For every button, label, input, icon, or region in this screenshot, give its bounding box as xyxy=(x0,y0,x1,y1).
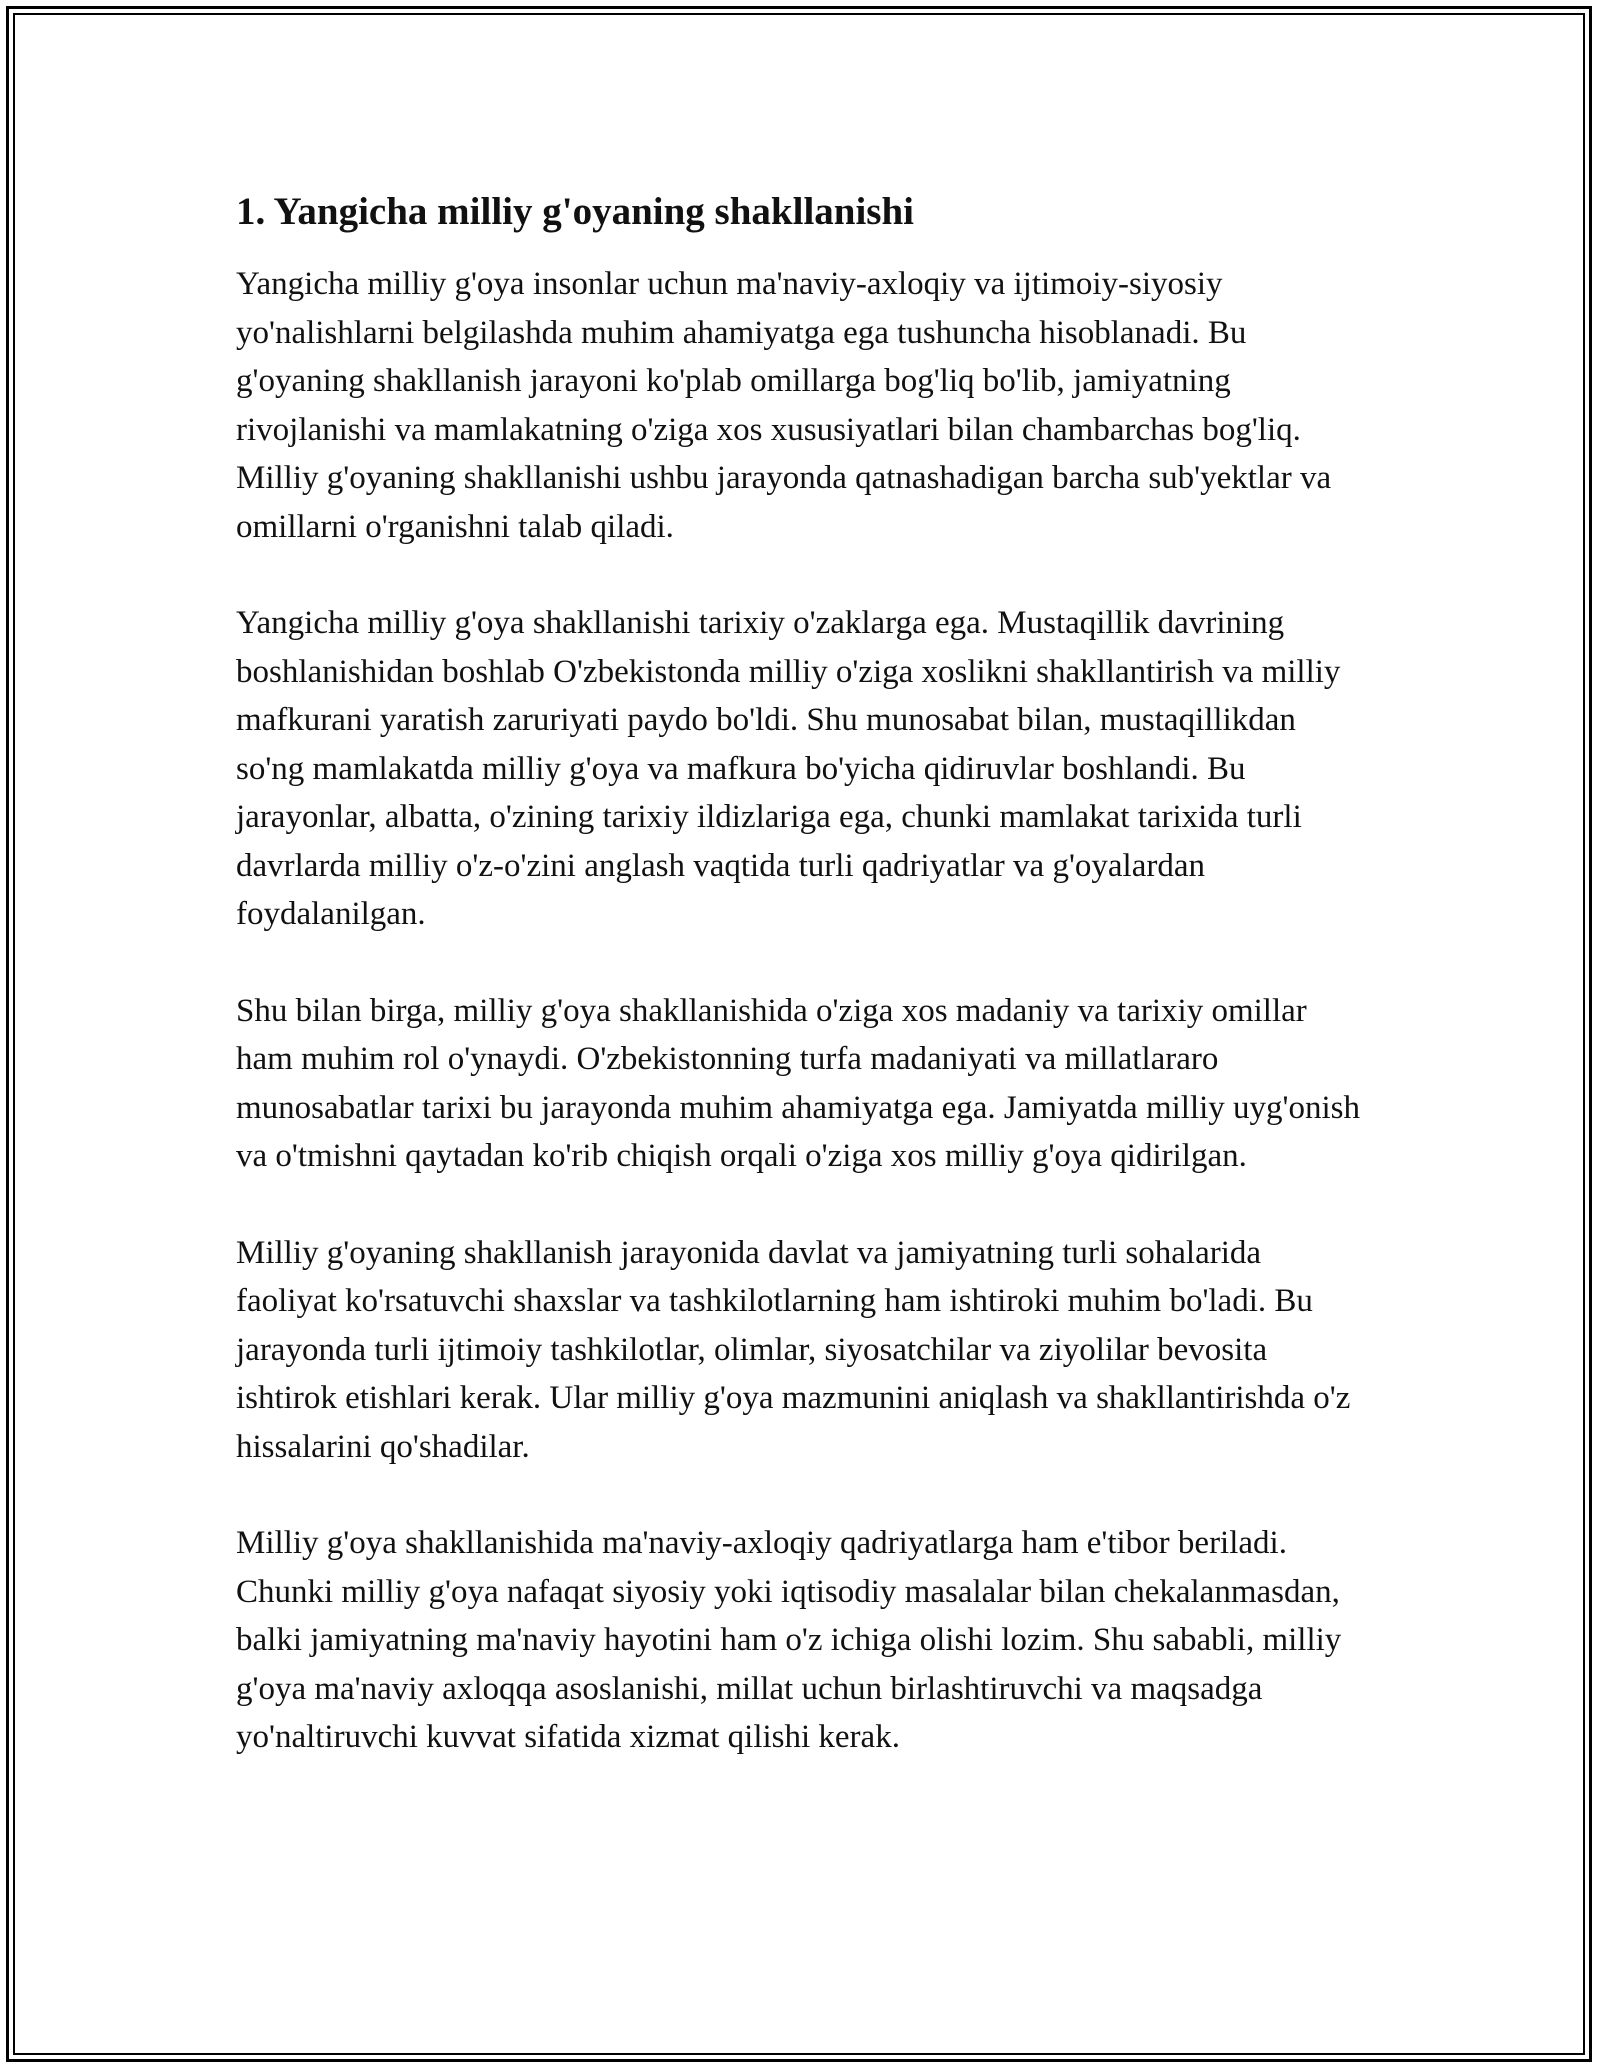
paragraph-4: Milliy g'oyaning shakllanish jarayonida davlat va jamiyatning turli sohalarida faoliyat ko'rsatuvchi shaxslar va tashkilotlarning ham ishtiroki muhim bo'ladi. Bu jarayonda turli ijtimoiy tashkilotlar, olimlar, siyosatchilar va ziyolilar bevosita ishtirok etishlari kerak. Ular milliy g'oya mazmunini aniqlash va shakllantirishda o'z hissalarini qo'shadilar. xyxy=(236,1234,1351,1465)
paragraph-2: Yangicha milliy g'oya shakllanishi tarixiy o'zaklarga ega. Mustaqillik davrining boshlanishidan boshlab O'zbekistonda milliy o'ziga xoslikni shakllantirish va milliy mafkurani yaratish zaruriyati paydo bo'ldi. Shu munosabat bilan, mustaqillikdan so'ng mamlakatda milliy g'oya va mafkura bo'yicha qidiruvlar boshlandi. Bu jarayonlar, albatta, o'zining tarixiy ildizlariga ega, chunki mamlakat tarixida turli davrlarda milliy o'z-o'zini anglash vaqtida turli qadriyatlar va g'oyalardan foydalanilgan. xyxy=(236,605,1341,932)
paragraph-5: Milliy g'oya shakllanishida ma'naviy-axloqiy qadriyatlarga ham e'tibor beriladi. Chunki milliy g'oya nafaqat siyosiy yoki iqtisodiy masalalar bilan chekalanmasdan, balki jamiyatning ma'naviy hayotini ham o'z ichiga olishi lozim. Shu sababli, milliy g'oya ma'naviy axloqqa asoslanishi, millat uchun birlashtiruvchi va maqsadga yo'naltiruvchi kuvvat sifatida xizmat qilishi kerak. xyxy=(236,1525,1342,1755)
paragraph-3: Shu bilan birga, milliy g'oya shakllanishida o'ziga xos madaniy va tarixiy omillar ham muhim rol o'ynaydi. O'zbekistonning turfa madaniyati va millatlararo munosabatlar tarixi bu jarayonda muhim ahamiyatga ega. Jamiyatda milliy uyg'onish va o'tmishni qaytadan ko'rib chiqish orqali o'ziga xos milliy g'oya qidirilgan. xyxy=(236,992,1360,1174)
paragraph-1: Yangicha milliy g'oya insonlar uchun ma'naviy-axloqiy va ijtimoiy-siyosiy yo'nalishlarni belgilashda muhim ahamiyatga ega tushuncha hisoblanadi. Bu g'oyaning shakllanish jarayoni ko'plab omillarga bog'liq bo'lib, jamiyatning rivojlanishi va mamlakatning o'ziga xos xususiyatlari bilan chambarchas bog'liq. Milliy g'oyaning shakllanishi ushbu jarayonda qatnashadigan barcha sub'yektlar va omillarni o'rganishni talab qiladi. xyxy=(236,266,1332,545)
section-heading: 1. Yangicha milliy g'oyaning shakllanishi xyxy=(236,190,915,233)
document-body xyxy=(236,188,1366,1810)
